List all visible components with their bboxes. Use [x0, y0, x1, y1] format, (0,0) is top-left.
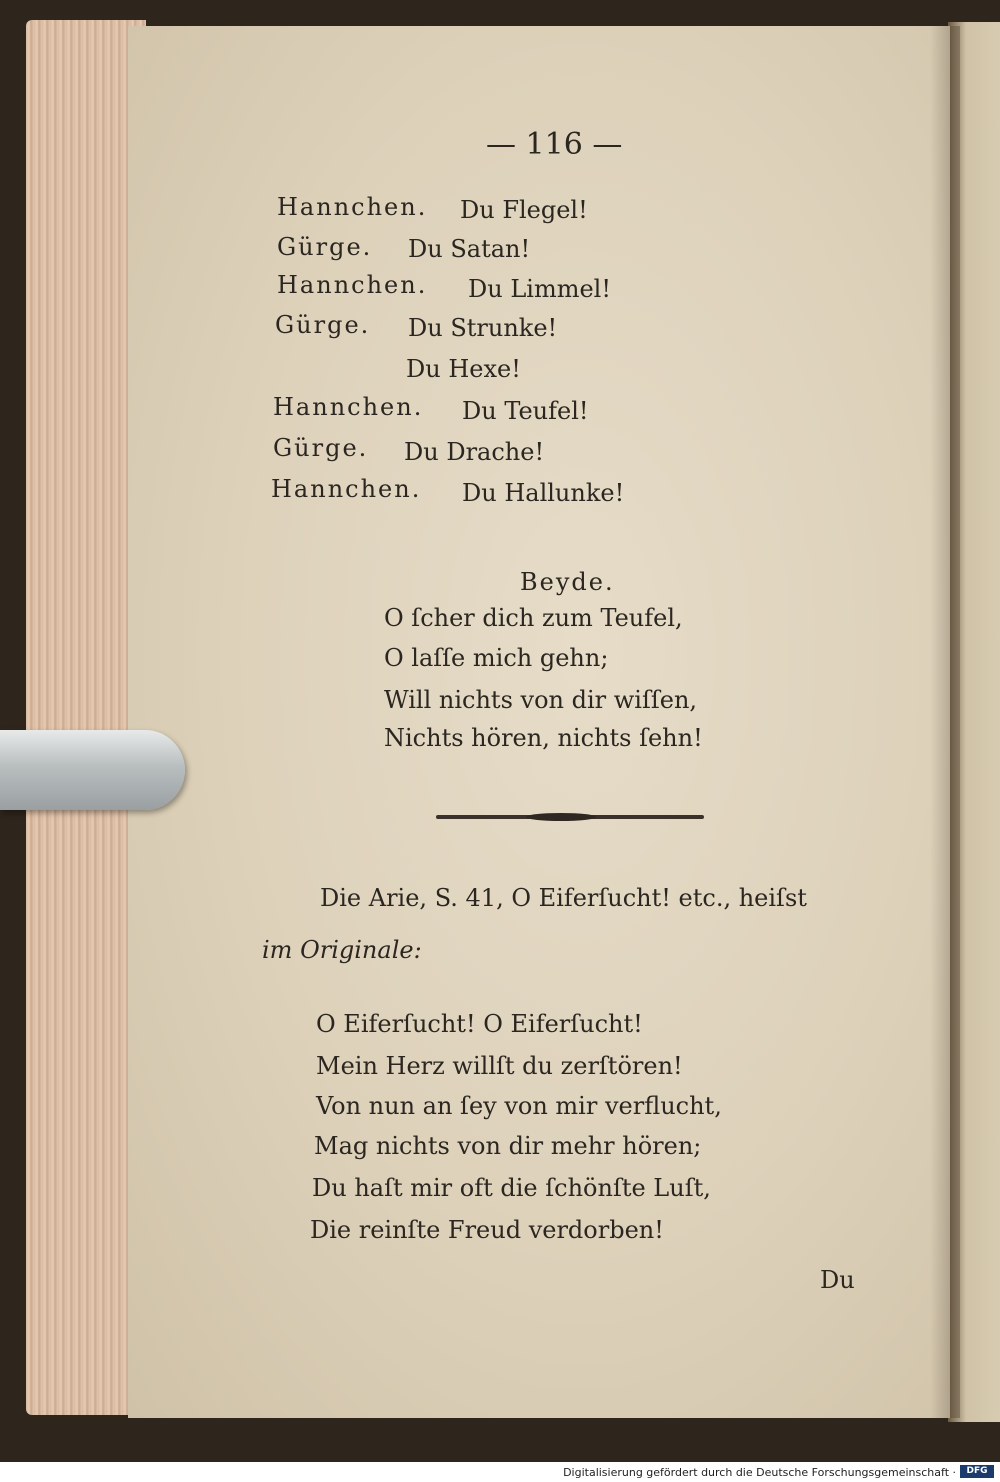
speaker-name: Gürge.: [275, 311, 371, 339]
verse-line: O Eiferſucht! O Eiferſucht!: [316, 1010, 643, 1038]
beyde-heading: Beyde.: [520, 568, 615, 596]
dfg-logo: DFG: [960, 1465, 994, 1478]
spoken-line: Du Hexe!: [406, 355, 521, 383]
spoken-line: Du Satan!: [408, 235, 531, 263]
verse-line: Du haſt mir oft die ſchönſte Luſt,: [312, 1174, 711, 1202]
note-line: im Originale:: [262, 936, 422, 964]
digitization-footer: [0, 1462, 1000, 1482]
spoken-line: Du Hallunke!: [462, 479, 625, 507]
verse-line: O ſcher dich zum Teufel,: [384, 604, 683, 632]
book-page: [128, 26, 950, 1418]
speaker-name: Gürge.: [273, 434, 369, 462]
speaker-name: Hannchen.: [277, 193, 428, 221]
ornamental-divider: [436, 815, 704, 819]
speaker-name: Hannchen.: [277, 271, 428, 299]
spoken-line: Du Limmel!: [468, 275, 611, 303]
bookmark-clip: [0, 730, 185, 810]
verse-line: Mein Herz willſt du zerſtören!: [316, 1052, 683, 1080]
spoken-line: Du Flegel!: [460, 196, 588, 224]
verse-line: Die reinſte Freud verdorben!: [310, 1216, 664, 1244]
verse-line: Nichts hören, nichts ſehn!: [384, 724, 703, 752]
page-gutter-shadow: [930, 26, 960, 1418]
speaker-name: Gürge.: [277, 233, 373, 261]
verse-line: Will nichts von dir wiſſen,: [384, 686, 698, 714]
speaker-name: Hannchen.: [271, 475, 422, 503]
speaker-name: Hannchen.: [273, 393, 424, 421]
funding-credit: Digitalisierung gefördert durch die Deutsche Forschungsgemeinschaft ·: [563, 1466, 956, 1479]
spoken-line: Du Strunke!: [408, 314, 558, 342]
page-number: — 116 —: [486, 127, 623, 162]
verse-line: O laſſe mich gehn;: [384, 644, 609, 672]
verse-line: Von nun an ſey von mir verflucht,: [316, 1092, 722, 1120]
spoken-line: Du Teufel!: [462, 397, 589, 425]
catchword: Du: [820, 1266, 855, 1294]
verse-line: Mag nichts von dir mehr hören;: [314, 1132, 702, 1160]
spoken-line: Du Drache!: [404, 438, 545, 466]
note-line: Die Arie, S. 41, O Eiferſucht! etc., heiſst: [320, 884, 807, 912]
